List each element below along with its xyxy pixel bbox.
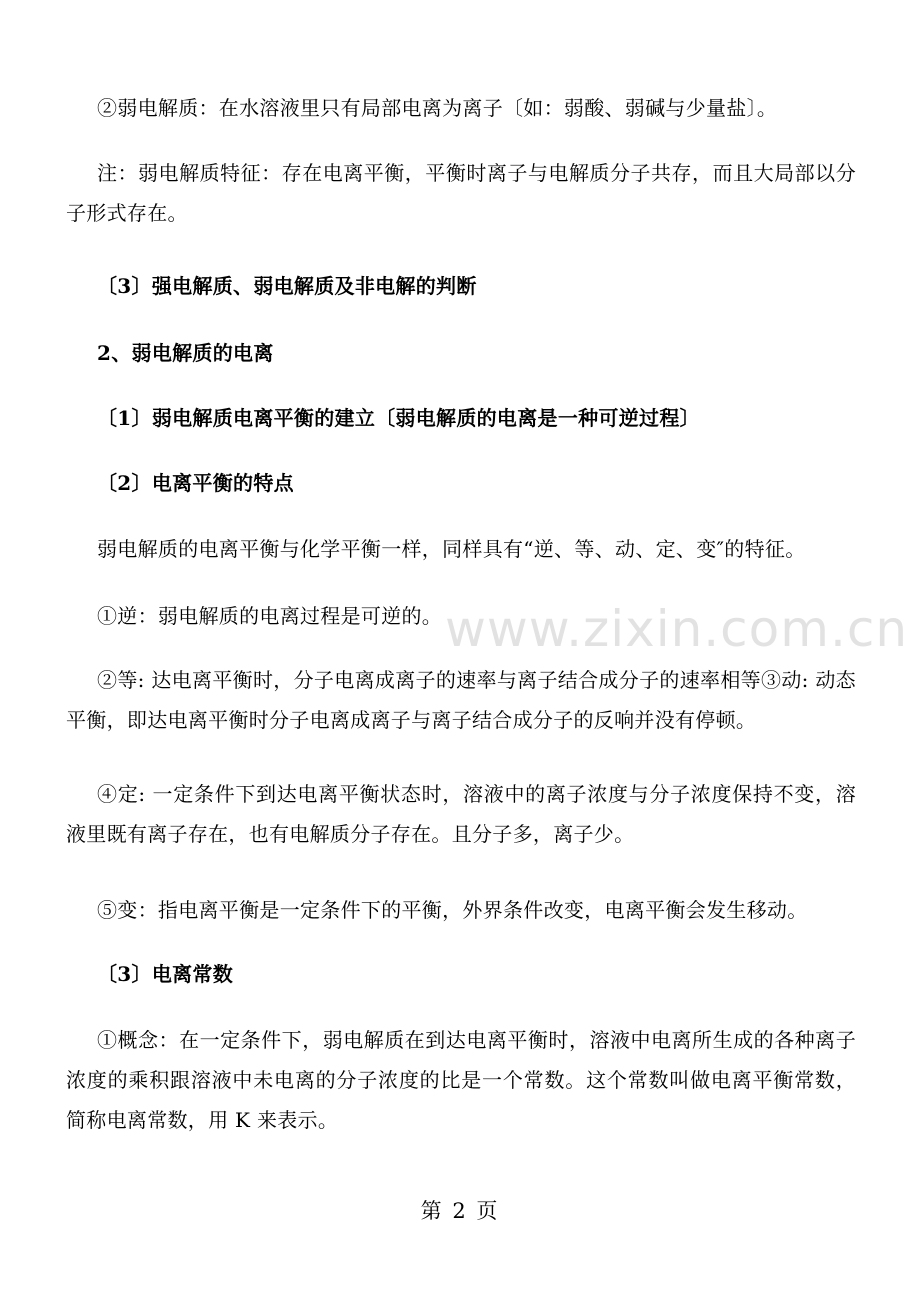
heading-equilibrium-establishment: 〔1〕弱电解质电离平衡的建立〔弱电解质的电离是一种可逆过程〕: [97, 406, 700, 430]
features-intro: 弱电解质的电离平衡与化学平衡一样，同样具有“逆、等、动、定、变″的特征。: [97, 537, 806, 561]
heading-weak-electrolyte-ionization: 2、弱电解质的电离: [97, 341, 274, 365]
ionization-constant-concept: ①概念：在一定条件下，弱电解质在到达电离平衡时，溶液中电离所生成的各种离子浓度的乘积跟溶液中未电离的分子浓度的比是一个常数。这个常数叫做电离平衡常数，简称电离常数，用 K 来表示。: [66, 1028, 856, 1132]
feature-fixed: ④定: 一定条件下到达电离平衡状态时，溶液中的离子浓度与分子浓度保持不变，溶液里既有离子存在，也有电解质分子存在。且分子多，离子少。: [66, 782, 856, 846]
feature-change: ⑤变：指电离平衡是一定条件下的平衡，外界条件改变，电离平衡会发生移动。: [97, 898, 808, 922]
heading-ionization-constant: 〔3〕电离常数: [97, 962, 234, 986]
page-number: 第 2 页: [420, 1199, 500, 1223]
heading-judgment: 〔3〕强电解质、弱电解质及非电解的判断: [97, 274, 477, 298]
feature-equal-dynamic: ②等: 达电离平衡时，分子电离成离子的速率与离子结合成分子的速率相等③动: 动态平衡，即达电离平衡时分子电离成离子与离子结合成分子的反响并没有停顿。: [66, 668, 856, 732]
weak-electrolyte-definition: ②弱电解质：在水溶液里只有局部电离为离子〔如：弱酸、弱碱与少量盐〕。: [97, 96, 778, 120]
watermark: www.zixin.com.cn: [445, 600, 909, 658]
weak-electrolyte-note: 注：弱电解质特征：存在电离平衡，平衡时离子与电解质分子共存，而且大局部以分子形式存在。: [66, 161, 856, 225]
feature-reversible: ①逆：弱电解质的电离过程是可逆的。: [97, 604, 443, 628]
heading-equilibrium-features: 〔2〕电离平衡的特点: [97, 471, 294, 495]
